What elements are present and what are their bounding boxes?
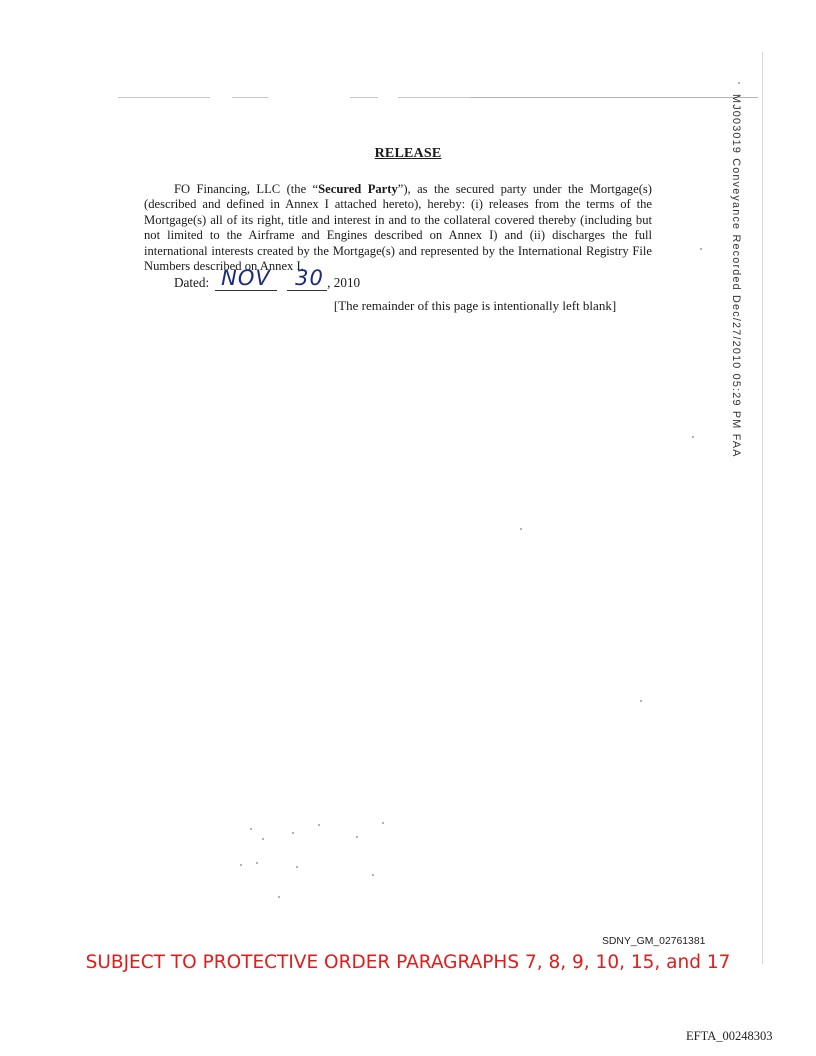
- body-text: ”), as the secured party under the Mortgage(s) (described and defined in Annex I attached hereto), hereby: (i) releases from the terms of the Mortgage(s) all of its right, title and interest in and to the collateral covered thereby (including but not limited to the Airframe and Engines described on Annex I) and (ii) discharges the full international interests created by the Mortgage(s) and represented by the International Registry File Numbers described on Annex I.: [144, 182, 652, 274]
- scan-speck: [262, 838, 264, 840]
- body-defined-term: Secured Party: [318, 182, 398, 196]
- remainder-note: [The remainder of this page is intentionally left blank]: [333, 298, 617, 313]
- recording-stamp: MJ003019 Conveyance Recorded Dec/27/2010 05:29 PM FAA: [730, 94, 742, 458]
- scan-speck: [356, 836, 358, 838]
- scan-speck: [250, 828, 252, 830]
- scan-speck: [382, 822, 384, 824]
- dated-label: Dated:: [174, 275, 210, 290]
- bates-number: SDNY_GM_02761381: [602, 936, 706, 947]
- body-party-name: FO Financing, LLC (the “: [174, 182, 319, 196]
- scan-speck: [738, 82, 740, 84]
- release-body-paragraph: [144, 182, 652, 274]
- dated-line: [174, 266, 361, 291]
- scan-speck: [296, 866, 298, 868]
- handwritten-day: 30: [295, 266, 324, 290]
- scan-speck: [318, 824, 320, 826]
- scan-speck: [520, 528, 522, 530]
- scan-speck: [292, 832, 294, 834]
- handwritten-date: [215, 266, 327, 291]
- scan-edge-border: [762, 52, 763, 964]
- scan-artifact-line: [118, 97, 210, 98]
- scan-speck: [256, 862, 258, 864]
- document-title: RELEASE: [374, 146, 442, 161]
- scan-speck: [700, 248, 702, 250]
- scan-artifact-line: [232, 97, 268, 98]
- handwritten-month: NOV: [221, 266, 271, 290]
- scan-speck: [640, 700, 642, 702]
- scan-artifact-line: [350, 97, 378, 98]
- dated-year: , 2010: [327, 275, 361, 290]
- day-blank: [287, 266, 327, 291]
- scan-speck: [692, 436, 694, 438]
- scan-artifact-line: [398, 97, 470, 98]
- protective-order-notice: SUBJECT TO PROTECTIVE ORDER PARAGRAPHS 7, 8, 9, 10, 15, and 17: [85, 952, 731, 973]
- scan-speck: [278, 896, 280, 898]
- scan-speck: [240, 864, 242, 866]
- scan-speck: [372, 874, 374, 876]
- scan-artifact-line: [470, 97, 758, 98]
- efta-id: EFTA_00248303: [686, 1029, 773, 1043]
- month-blank: [215, 266, 277, 291]
